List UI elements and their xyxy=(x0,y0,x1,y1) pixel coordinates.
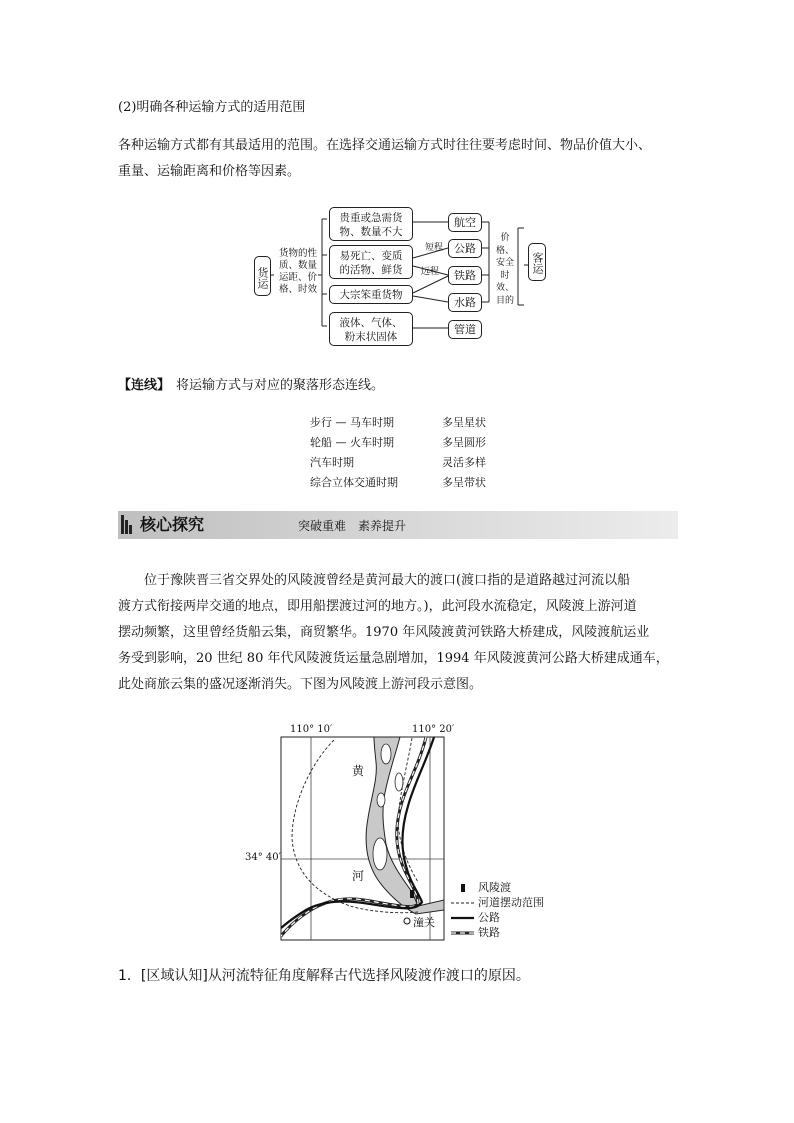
freight-factor-line-4: 格、时效 xyxy=(278,284,317,295)
passenger-factor-line-1: 价格、 xyxy=(495,233,514,256)
map-lon-left-label: 110° 10′ xyxy=(290,724,333,735)
map-legend xyxy=(478,880,544,940)
matching-right-item: 多呈带状 xyxy=(442,476,486,489)
section-paragraph-line-2: 重量、运输距离和价格等因素。 xyxy=(118,164,301,179)
case-text-line-1: 位于豫陕晋三省交界处的风陵渡曾经是黄河最大的渡口(渡口指的是道路越过河流以船 xyxy=(144,573,631,588)
section-paragraph-line-1: 各种运输方式都有其最适用的范围。在选择交通运输方式时往往要考虑时间、物品价值大小、 xyxy=(118,138,652,153)
mode-water: 水路 xyxy=(448,293,482,312)
river-island xyxy=(373,838,387,870)
goods-valuable-line-1: 贵重或急需货 xyxy=(339,212,403,224)
freight-box: 货运 xyxy=(254,256,271,296)
section-bars-icon xyxy=(121,515,132,534)
mode-road: 公路 xyxy=(448,239,482,258)
map-river-label-2: 河 xyxy=(352,869,365,883)
passenger-factors xyxy=(492,232,518,307)
section-heading: (2)明确各种运输方式的适用范围 xyxy=(118,100,306,115)
goods-valuable-line-2: 物、数量不大 xyxy=(339,226,403,238)
matching-label: 【连线】 xyxy=(118,378,171,393)
label-long-distance: 远程 xyxy=(420,267,439,277)
map-lat-label: 34° 40′ xyxy=(245,852,281,863)
river-island xyxy=(381,744,391,764)
fenglingdu-map xyxy=(240,722,560,942)
passenger-factor-line-2: 安全 xyxy=(495,258,514,268)
goods-box-bulk xyxy=(329,285,413,304)
goods-perishable-line-1: 易死亡、变质 xyxy=(339,250,403,262)
matching-left-item: 轮船 — 火车时期 xyxy=(310,436,394,449)
river-island xyxy=(377,793,385,807)
goods-bulk-line-1: 大宗笨重货物 xyxy=(339,289,403,301)
goods-perishable-line-2: 的活物、鲜货 xyxy=(339,264,403,276)
freight-factors xyxy=(274,248,322,296)
matching-right-item: 灵活多样 xyxy=(442,456,486,469)
matching-instruction: 将运输方式与对应的聚落形态连线。 xyxy=(176,378,385,393)
legend-highway: 公路 xyxy=(478,911,500,924)
matching-left-item: 步行 — 马车时期 xyxy=(310,416,394,429)
passenger-factor-line-3: 时效、 xyxy=(495,270,514,293)
legend-swing-range: 河道摆动范围 xyxy=(478,896,544,909)
goods-fluid-line-2: 粉末状固体 xyxy=(344,331,398,343)
map-city-label: 潼关 xyxy=(413,916,435,929)
tongguan-city-marker xyxy=(404,918,410,924)
matching-left-column xyxy=(310,413,398,493)
map-river-label-1: 黄 xyxy=(352,764,365,778)
freight-factor-line-3: 运距、价 xyxy=(278,272,317,283)
goods-box-perishable xyxy=(329,245,413,279)
case-text-line-3: 摆动频繁，这里曾经货船云集，商贸繁华。1970 年风陵渡黄河铁路大桥建成，风陵渡航运业 xyxy=(118,625,650,640)
matching-right-column xyxy=(442,413,486,493)
transport-diagram xyxy=(0,0,794,360)
goods-box-fluid xyxy=(329,312,413,346)
matching-left-item: 综合立体交通时期 xyxy=(310,476,398,489)
goods-fluid-line-1: 液体、气体、 xyxy=(339,317,403,329)
core-section-title: 核心探究 xyxy=(140,515,205,534)
goods-box-valuable xyxy=(329,207,413,241)
matching-instruction-row xyxy=(118,374,384,393)
transport-diagram-connectors xyxy=(0,0,794,360)
label-short-distance: 短程 xyxy=(424,243,443,253)
matching-left-item: 汽车时期 xyxy=(310,456,354,469)
mode-rail: 铁路 xyxy=(448,266,482,285)
fenglingdu-marker xyxy=(410,890,414,898)
legend-fenglingdu: 风陵渡 xyxy=(478,881,511,894)
passenger-factor-line-4: 目的 xyxy=(495,295,514,306)
mode-pipeline: 管道 xyxy=(448,320,482,339)
matching-right-item: 多呈星状 xyxy=(442,416,486,429)
core-section-subtitle: 突破重难 素养提升 xyxy=(298,519,407,533)
matching-right-item: 多呈圆形 xyxy=(442,436,486,449)
passenger-box: 客运 xyxy=(528,243,546,281)
freight-factor-line-2: 质、数量 xyxy=(278,260,317,271)
question-1: 1．[区域认知]从河流特征角度解释古代选择风陵渡作渡口的原因。 xyxy=(118,968,530,984)
mode-air: 航空 xyxy=(448,213,482,232)
map-lon-right-label: 110° 20′ xyxy=(412,724,455,735)
legend-fenglingdu-symbol xyxy=(461,884,465,892)
case-text-line-5: 此处商旅云集的盛况逐渐消失。下图为风陵渡上游河段示意图。 xyxy=(118,677,483,692)
legend-railway: 铁路 xyxy=(478,926,500,939)
freight-factor-line-1: 货物的性 xyxy=(278,248,317,259)
case-text-line-4: 务受到影响，20 世纪 80 年代风陵渡货运量急剧增加，1994 年风陵渡黄河公路大桥建成通车， xyxy=(118,651,669,666)
case-text-line-2: 渡方式衔接两岸交通的地点，即用船摆渡过河的地方。)，此河段水流稳定，风陵渡上游河道 xyxy=(118,599,637,614)
